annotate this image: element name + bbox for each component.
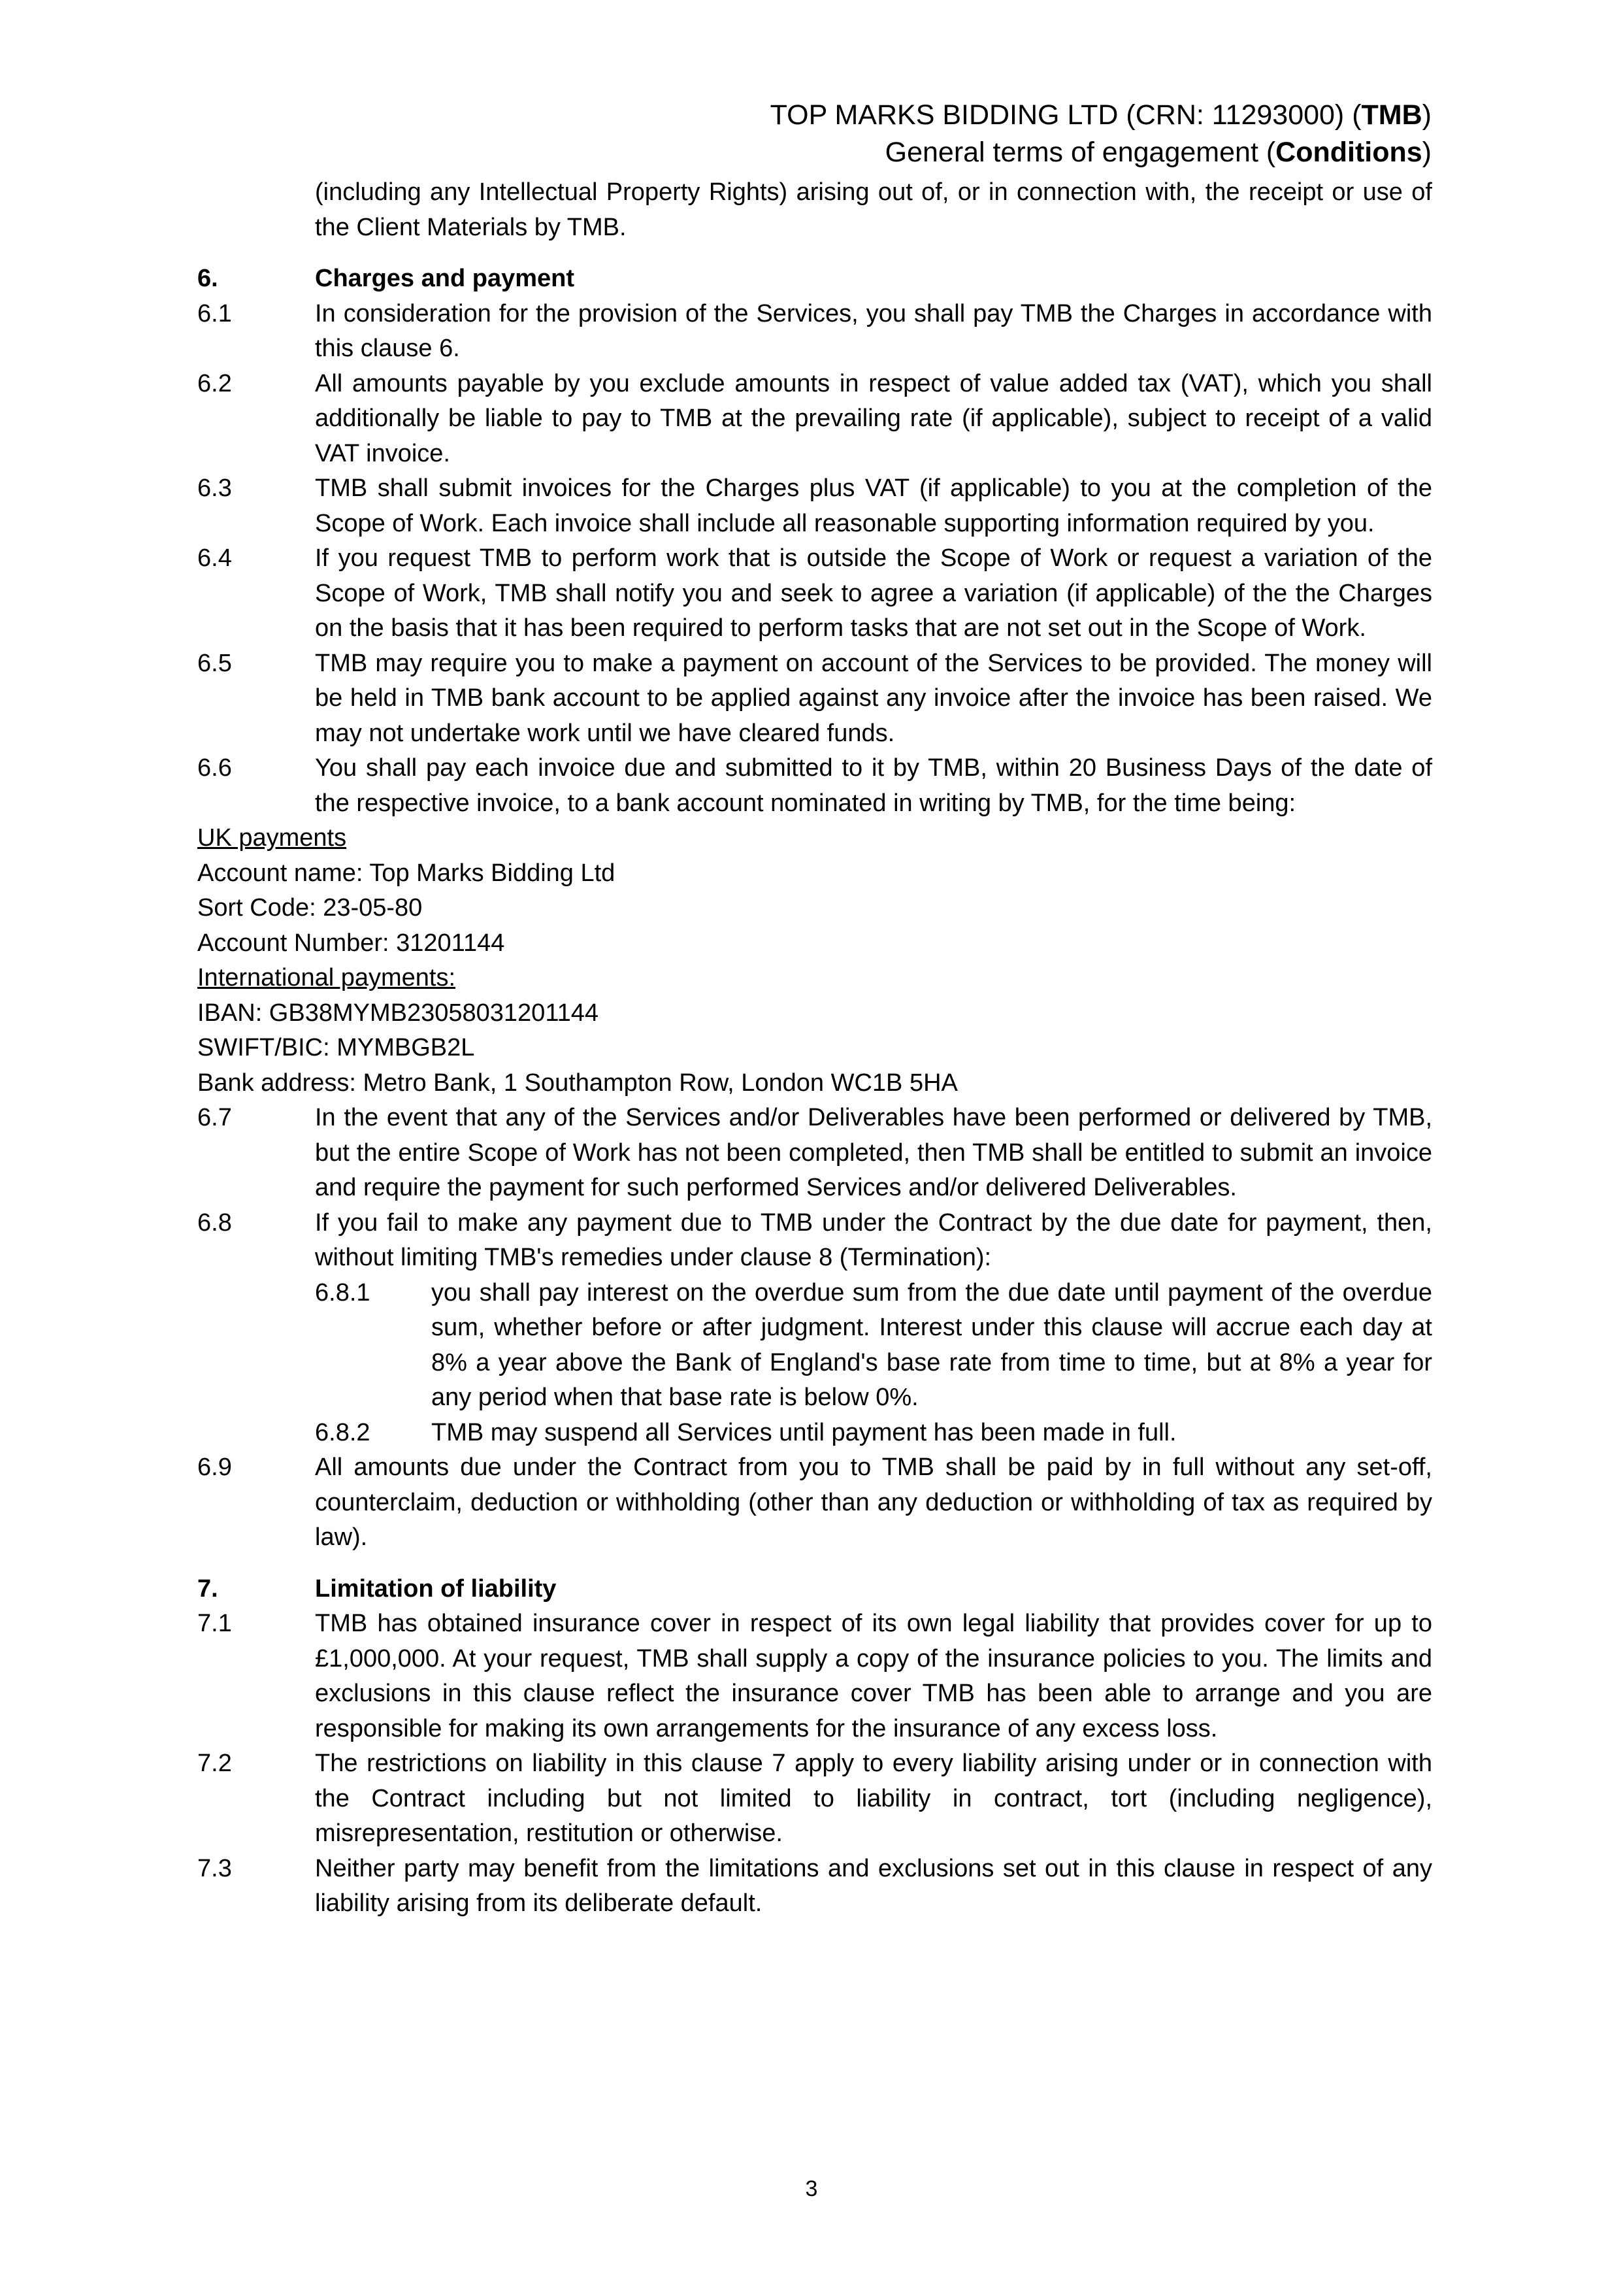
continuation-paragraph: (including any Intellectual Property Rights) arising out of, or in connection with, the receipt or use of the Client Materials by TMB. — [315, 178, 1432, 241]
clause-6-3: 6.3 TMB shall submit invoices for the Charges plus VAT (if applicable) to you at the completion of the Scope of Work. Each invoice shall include all reasonable supporting information required by you. — [197, 474, 1432, 537]
bank-details — [197, 821, 1432, 1101]
account-name: Account name: Top Marks Bidding Ltd — [197, 859, 615, 887]
page-header — [770, 97, 1432, 171]
clause-6-5: 6.5 TMB may require you to make a payment on account of the Services to be provided. The money will be held in TMB bank account to be applied against any invoice after the invoice has been raised. We may not undertake work until we have cleared funds. — [197, 649, 1432, 747]
account-number: Account Number: 31201144 — [197, 929, 505, 957]
clause-6-8: 6.8 If you fail to make any payment due to TMB under the Contract by the due date for payment, then, without limiting TMB's remedies under clause 8 (Termination): — [197, 1208, 1432, 1271]
clause-6-8-1: 6.8.1 you shall pay interest on the overdue sum from the due date until payment of the overdue sum, whether before or after judgment. Interest under this clause will accrue each day at 8% a year above the Bank of England's base rate from time to time, but at 8% a year for any period when that base rate is below 0%. — [315, 1278, 1432, 1411]
clause-6-4: 6.4 If you request TMB to perform work that is outside the Scope of Work or request a variation of the Scope of Work, TMB shall notify you and seek to agree a variation (if applicable) of the the Charges on the basis that it has been required to perform tasks that are not set out in the Scope of Work. — [197, 544, 1432, 642]
header-document-title: General terms of engagement (Conditions) — [885, 137, 1432, 168]
clause-6-1: 6.1 In consideration for the provision of the Services, you shall pay TMB the Charges in accordance with this clause 6. — [197, 299, 1432, 362]
section-7-heading: 7. Limitation of liability — [197, 1574, 557, 1603]
sort-code: Sort Code: 23-05-80 — [197, 894, 423, 922]
clause-6-9: 6.9 All amounts due under the Contract from you to TMB shall be paid by in full without any set-off, counterclaim, deduction or withholding (other than any deduction or withholding of tax as required by law). — [197, 1454, 1432, 1551]
header-company-line: TOP MARKS BIDDING LTD (CRN: 11293000) (TMB) — [770, 99, 1432, 131]
clause-7-1: 7.1 TMB has obtained insurance cover in respect of its own legal liability that provides cover for up to £1,000,000. At your request, TMB shall supply a copy of the insurance policies to you. The limits and exclusions in this clause reflect the insurance cover TMB has been able to arrange and you are responsible for making its own arrangements for the insurance of any excess loss. — [197, 1610, 1432, 1742]
clause-7-3: 7.3 Neither party may benefit from the limitations and exclusions set out in this clause in respect of any liability arising from its deliberate default. — [197, 1854, 1432, 1917]
clause-6-7: 6.7 In the event that any of the Services and/or Deliverables have been performed or delivered by TMB, but the entire Scope of Work has not been completed, then TMB shall be entitled to submit an invoice and require the payment for such performed Services and/or delivered Deliverables. — [197, 1104, 1432, 1201]
swift-bic: SWIFT/BIC: MYMBGB2L — [197, 1034, 475, 1061]
page-number: 3 — [805, 2176, 818, 2201]
uk-payments-heading: UK payments — [197, 824, 347, 852]
clause-6-8-2: 6.8.2 TMB may suspend all Services until payment has been made in full. — [315, 1418, 1177, 1446]
clause-6-2: 6.2 All amounts payable by you exclude amounts in respect of value added tax (VAT), which you shall additionally be liable to pay to TMB at the prevailing rate (if applicable), subject to receipt of a valid VAT invoice. — [197, 369, 1432, 467]
document-body — [197, 175, 1432, 1922]
clause-6-6: 6.6 You shall pay each invoice due and submitted to it by TMB, within 20 Business Days of the date of the respective invoice, to a bank account nominated in writing by TMB, for the time being: — [197, 754, 1432, 817]
international-payments-heading: International payments: — [197, 964, 456, 991]
bank-address: Bank address: Metro Bank, 1 Southampton Row, London WC1B 5HA — [197, 1069, 958, 1097]
clause-7-2: 7.2 The restrictions on liability in this clause 7 apply to every liability arising under or in connection with the Contract including but not limited to liability in contract, tort (including negligence), misrepresentation, restitution or otherwise. — [197, 1750, 1432, 1847]
iban: IBAN: GB38MYMB23058031201144 — [197, 999, 599, 1027]
section-6-heading: 6. Charges and payment — [197, 265, 574, 292]
